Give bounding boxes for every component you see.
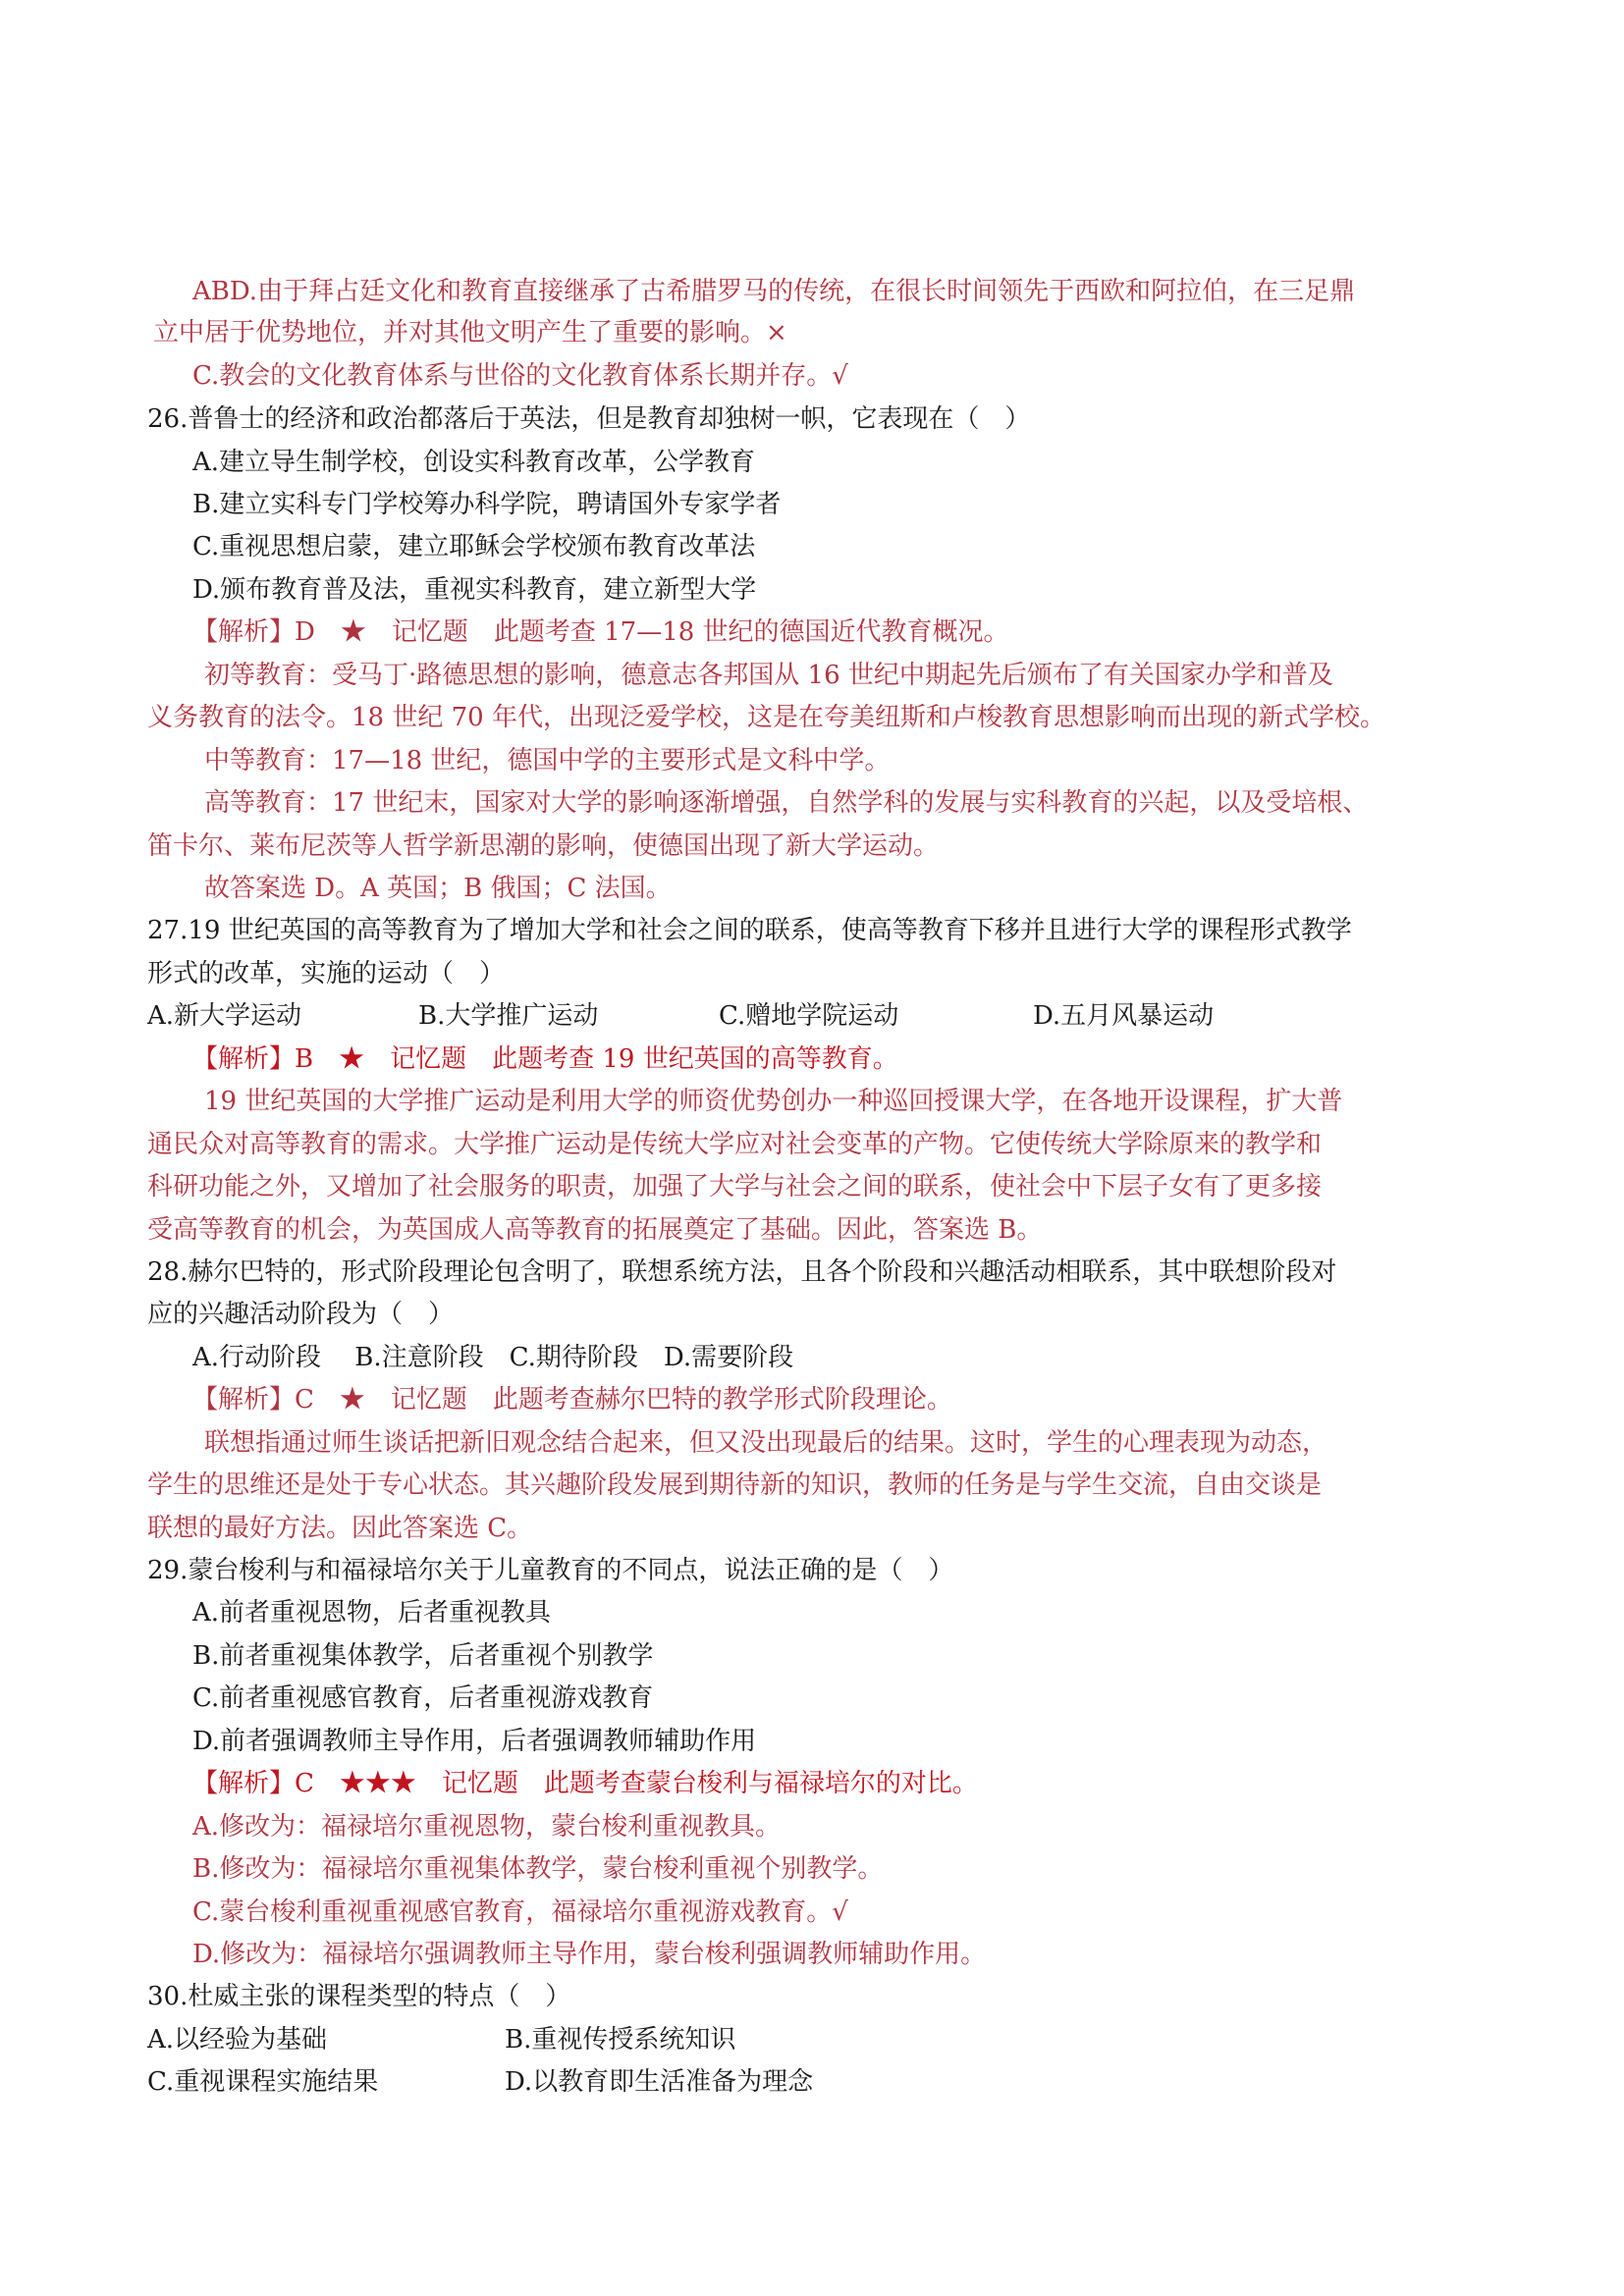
q29-analysis-line: C.蒙台梭利重视重视感官教育，福禄培尔重视游戏教育。√	[192, 1897, 848, 1927]
q27-analysis-line: 通民众对高等教育的需求。大学推广运动是传统大学应对社会变革的产物。它使传统大学除原来的教学和	[147, 1130, 1323, 1159]
q25-abd-explanation-line1: ABD.由于拜占廷文化和教育直接继承了古希腊罗马的传统，在很长时间领先于西欧和阿拉伯，在三足鼎	[192, 277, 1356, 306]
q29-analysis-line: A.修改为：福禄培尔重视恩物，蒙台梭利重视教具。	[192, 1812, 782, 1842]
q29-analysis-line: D.修改为：福禄培尔强调教师主导作用，蒙台梭利强调教师辅助作用。	[192, 1940, 987, 1969]
q27-option-d: D.五月风暴运动	[1033, 1001, 1215, 1031]
q29-analysis-line: B.修改为：福禄培尔重视集体教学，蒙台梭利重视个别教学。	[192, 1854, 884, 1884]
q26-analysis-line: 义务教育的法令。18 世纪 70 年代，出现泛爱学校，这是在夸美纽斯和卢梭教育思想影响而出现的新式学校。	[147, 703, 1385, 732]
q26-stem: 26.普鲁士的经济和政治都落后于英法，但是教育却独树一帜，它表现在（ ）	[147, 404, 1031, 434]
q28-options: A.行动阶段 B.注意阶段 C.期待阶段 D.需要阶段	[192, 1343, 794, 1372]
q30-option-b: B.重视传授系统知识	[505, 2025, 736, 2055]
q25-abd-explanation-line2: 立中居于优势地位，并对其他文明产生了重要的影响。×	[153, 318, 787, 347]
q26-option-b: B.建立实科专门学校筹办科学院，聘请国外专家学者	[192, 490, 782, 519]
q27-analysis-line: 受高等教育的机会，为英国成人高等教育的拓展奠定了基础。因此，答案选 B。	[147, 1215, 1043, 1245]
q27-analysis-line: 19 世纪英国的大学推广运动是利用大学的师资优势创办一种巡回授课大学，在各地开设课程，扩大普	[204, 1087, 1343, 1116]
q28-analysis-head: 【解析】C ★ 记忆题 此题考查赫尔巴特的教学形式阶段理论。	[192, 1385, 952, 1415]
q30-option-d: D.以教育即生活准备为理念	[505, 2067, 814, 2097]
q30-options-row2	[147, 2065, 813, 2099]
q29-option-d: D.前者强调教师主导作用，后者强调教师辅助作用	[192, 1727, 757, 1756]
q29-analysis-head: 【解析】C ★★★ 记忆题 此题考查蒙台梭利与福禄培尔的对比。	[192, 1769, 978, 1798]
q27-stem-line2: 形式的改革，实施的运动（ ）	[147, 959, 506, 988]
q29-option-a: A.前者重视恩物，后者重视教具	[192, 1598, 552, 1628]
q26-analysis-line: 故答案选 D。A 英国；B 俄国；C 法国。	[204, 874, 672, 903]
q30-option-a: A.以经验为基础	[147, 2025, 328, 2055]
q26-analysis-line: 笛卡尔、莱布尼茨等人哲学新思潮的影响，使德国出现了新大学运动。	[147, 831, 940, 861]
q28-stem-line2: 应的兴趣活动阶段为（ ）	[147, 1300, 455, 1329]
q28-analysis-line: 联想的最好方法。因此答案选 C。	[147, 1514, 533, 1543]
q27-analysis-line: 科研功能之外，又增加了社会服务的职责，加强了大学与社会之间的联系，使社会中下层子女有了更多接	[147, 1172, 1323, 1201]
q28-analysis-line: 学生的思维还是处于专心状态。其兴趣阶段发展到期待新的知识，教师的任务是与学生交流，自由交谈是	[147, 1470, 1323, 1500]
q27-option-b: B.大学推广运动	[418, 1001, 599, 1031]
q27-stem-line1: 27.19 世纪英国的高等教育为了增加大学和社会之间的联系，使高等教育下移并且进行大学的课程形式教学	[147, 916, 1352, 945]
q29-option-b: B.前者重视集体教学，后者重视个别教学	[192, 1641, 654, 1671]
q30-options-row1	[147, 2023, 735, 2056]
q29-option-c: C.前者重视感官教育，后者重视游戏教育	[192, 1683, 654, 1713]
q25-c-explanation: C.教会的文化教育体系与世俗的文化教育体系长期并存。√	[192, 361, 848, 391]
q28-stem-line1: 28.赫尔巴特的，形式阶段理论包含明了，联想系统方法，且各个阶段和兴趣活动相联系，其中联想阶段对	[147, 1257, 1337, 1287]
q26-option-c: C.重视思想启蒙，建立耶稣会学校颁布教育改革法	[192, 532, 756, 561]
q26-analysis-head: 【解析】D ★ 记忆题 此题考查 17—18 世纪的德国近代教育概况。	[192, 617, 1009, 647]
q30-option-c: C.重视课程实施结果	[147, 2067, 379, 2097]
q27-options-row	[147, 999, 1214, 1033]
q27-option-c: C.赠地学院运动	[719, 1001, 899, 1031]
q30-stem: 30.杜威主张的课程类型的特点（ ）	[147, 1982, 571, 2011]
q26-analysis-line: 初等教育：受马丁·路德思想的影响，德意志各邦国从 16 世纪中期起先后颁布了有关国家办学和普及	[204, 661, 1333, 690]
q29-stem: 29.蒙台梭利与和福禄培尔关于儿童教育的不同点，说法正确的是（ ）	[147, 1556, 954, 1585]
q27-option-a: A.新大学运动	[147, 1001, 302, 1031]
q26-option-a: A.建立导生制学校，创设实科教育改革，公学教育	[192, 448, 756, 477]
q26-analysis-line: 中等教育：17—18 世纪，德国中学的主要形式是文科中学。	[204, 746, 891, 775]
q26-option-d: D.颁布教育普及法，重视实科教育，建立新型大学	[192, 575, 757, 605]
q27-analysis-head: 【解析】B ★ 记忆题 此题考查 19 世纪英国的高等教育。	[192, 1044, 898, 1074]
q26-analysis-line: 高等教育：17 世纪末，国家对大学的影响逐渐增强，自然学科的发展与实科教育的兴起，以及受培根、	[204, 788, 1369, 818]
q28-analysis-line: 联想指通过师生谈话把新旧观念结合起来，但又没出现最后的结果。这时，学生的心理表现为动态，	[204, 1428, 1328, 1458]
